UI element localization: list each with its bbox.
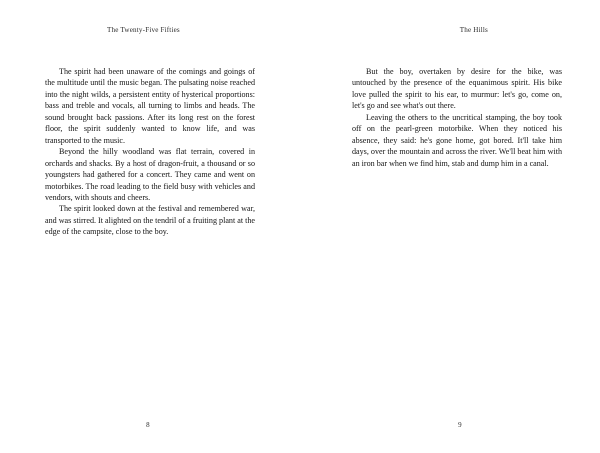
paragraph: Beyond the hilly woodland was flat terrain, covered in orchards and shacks. By a host of dragon-fruit, a thousand or so youngsters had gathered for a concert. They came and went on motorbikes. The road leading to the field busy with vehicles and vendors, with shouts and cheers.: [45, 147, 255, 202]
paragraph: The spirit had been unaware of the comings and goings of the multitude until the music began. The pulsating noise reached into the night wilds, a persistent entity of hysterical proportions: bass and treble and vocals, all turning to limbs and heads. The sound brought back passions. After its long rest on the forest floor, the spirit suddenly wanted to know life, and was transported to the music.: [45, 67, 255, 145]
paragraph: Leaving the others to the uncritical stamping, the boy took off on the pearl-green motorbike. When they noticed his absence, they said: he's gone home, got bored. It'll take him days, over the mountain and across the river. We'll beat him with an iron bar when we find him, stab and dump him in a canal.: [352, 112, 562, 168]
body-text-left: [45, 66, 255, 238]
paragraph: But the boy, overtaken by desire for the bike, was untouched by the presence of the equanimous spirit. His bike love pulled the spirit to his ear, to murmur: let's go, come on, let's go and see what's out there.: [352, 67, 562, 111]
page-number-right: 9: [458, 421, 462, 429]
running-head-left: The Twenty-Five Fifties: [107, 26, 180, 34]
page-number-left: 8: [146, 421, 150, 429]
page-right: [300, 0, 600, 453]
body-text-right: [352, 66, 562, 169]
paragraph: The spirit looked down at the festival and remembered war, and was stirred. It alighted on the tendril of a fruiting plant at the edge of the campsite, close to the boy.: [45, 204, 255, 237]
running-head-right: The Hills: [459, 26, 488, 34]
